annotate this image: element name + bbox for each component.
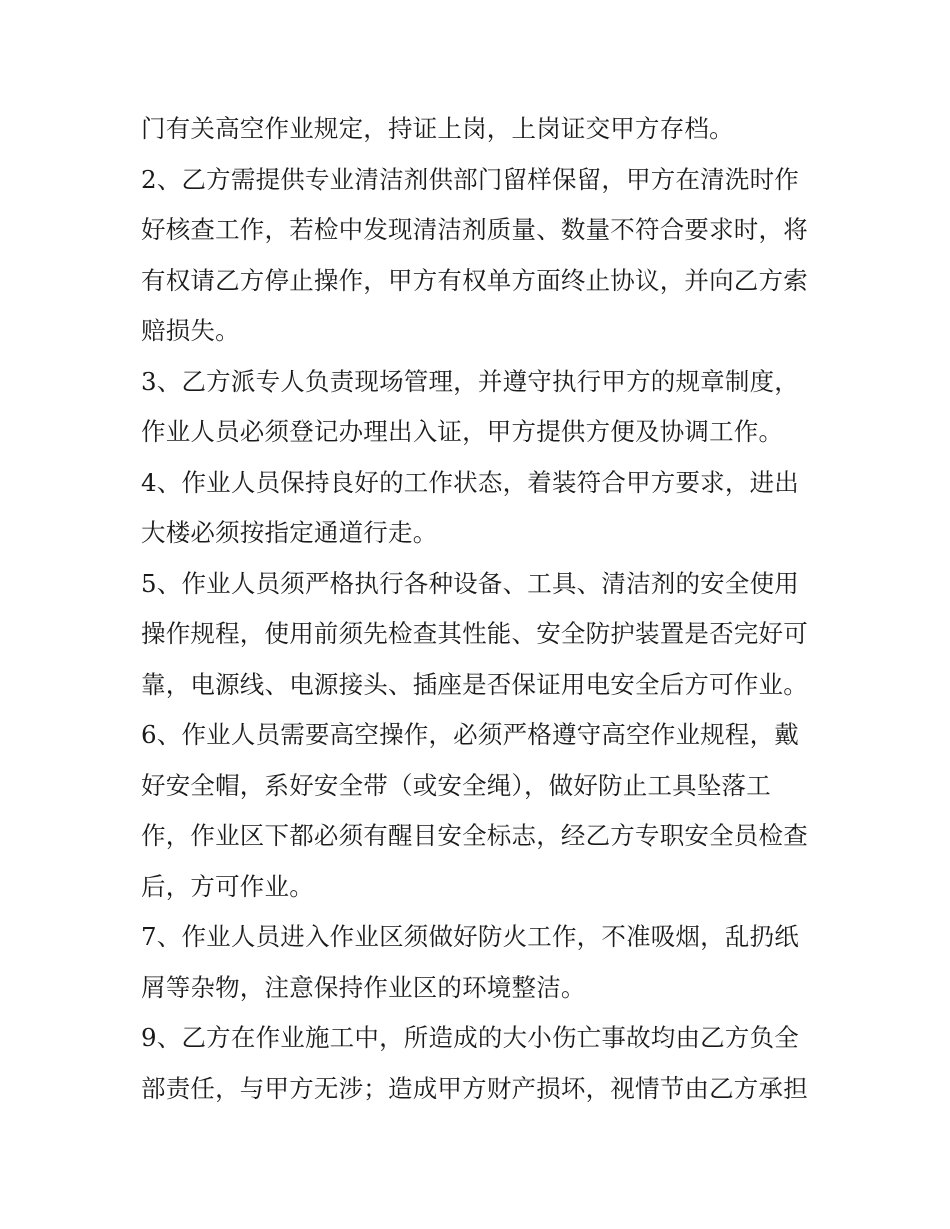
text-line: 门有关高空作业规定，持证上岗，上岗证交甲方存档。 (141, 114, 734, 143)
text-line: 9、乙方在作业施工中，所造成的大小伤亡事故均由乙方负全 (141, 1023, 799, 1052)
text-line: 屑等杂物，注意保持作业区的环境整洁。 (141, 973, 586, 1002)
text-line: 5、作业人员须严格执行各种设备、工具、清洁剂的安全使用 (141, 569, 799, 598)
text-line: 后，方可作业。 (141, 872, 314, 901)
text-line: 作，作业区下都必须有醒目安全标志，经乙方专职安全员检查 (141, 821, 808, 850)
text-line: 靠，电源线、电源接头、插座是否保证用电安全后方可作业。 (141, 670, 808, 699)
text-line: 2、乙方需提供专业清洁剂供部门留样保留，甲方在清洗时作 (141, 165, 799, 194)
text-line: 6、作业人员需要高空操作，必须严格遵守高空作业规程，戴 (141, 720, 799, 749)
text-line: 3、乙方派专人负责现场管理，并遵守执行甲方的规章制度， (141, 367, 799, 396)
text-line: 操作规程，使用前须先检查其性能、安全防护装置是否完好可 (141, 619, 808, 648)
text-line: 4、作业人员保持良好的工作状态，着装符合甲方要求，进出 (141, 468, 799, 497)
text-line: 作业人员必须登记办理出入证，甲方提供方便及协调工作。 (141, 417, 784, 446)
text-line: 大楼必须按指定通道行走。 (141, 518, 438, 547)
text-line: 好安全帽，系好安全带（或安全绳），做好防止工具坠落工 (141, 771, 771, 800)
text-line: 赔损失。 (141, 316, 240, 345)
text-line: 部责任，与甲方无涉；造成甲方财产损坏，视情节由乙方承担 (141, 1074, 808, 1103)
text-line: 好核查工作，若检中发现清洁剂质量、数量不符合要求时，将 (141, 215, 808, 244)
text-line: 有权请乙方停止操作，甲方有权单方面终止协议，并向乙方索 (141, 266, 808, 295)
text-line: 7、作业人员进入作业区须做好防火工作，不准吸烟，乱扔纸 (141, 922, 799, 951)
